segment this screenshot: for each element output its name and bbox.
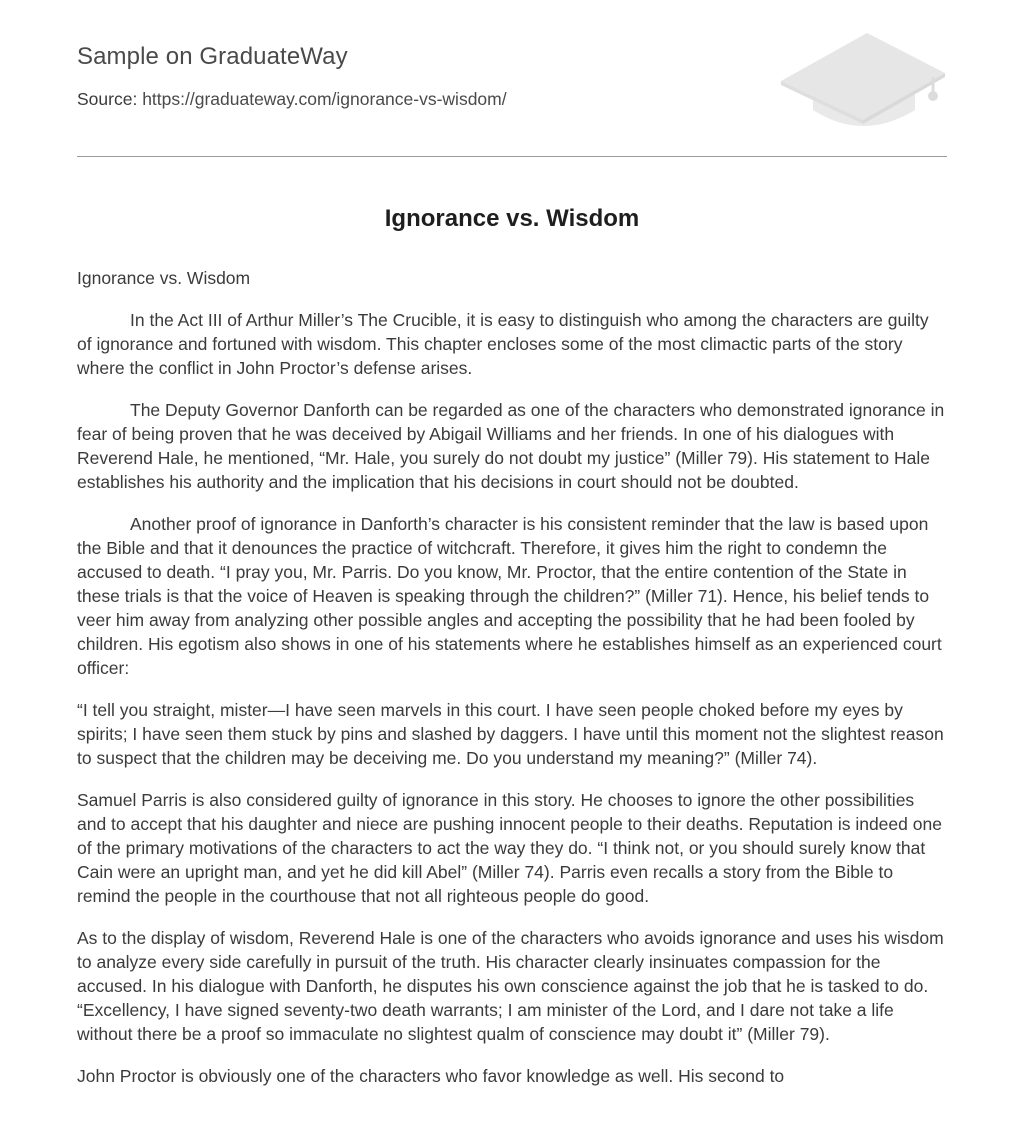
paragraph: John Proctor is obviously one of the characters who favor knowledge as well. His second to — [77, 1066, 785, 1086]
page — [77, 0, 947, 1086]
source-label: Source: — [77, 89, 138, 109]
document-title: Ignorance vs. Wisdom — [384, 205, 640, 232]
article-body — [77, 266, 947, 1106]
paragraph-intro: Ignorance vs. Wisdom — [77, 268, 251, 288]
graduation-cap-icon — [781, 30, 947, 134]
paragraph: The Deputy Governor Danforth can be regarded as one of the characters who demonstrated ignorance in fear of being proven that he was deceived by Abigail Williams and her friends. In one of his dialogues with Reverend Hale, he mentioned, “Mr. Hale, you surely do not doubt my justice” (Miller 79). His statement to Hale establishes his authority and the implication that his decisions in court should not be doubted. — [77, 400, 945, 492]
paragraph: In the Act III of Arthur Miller’s The Crucible, it is easy to distinguish who among the characters are guilty of ignorance and fortuned with wisdom. This chapter encloses some of the most climactic parts of the story where the conflict in John Proctor’s defense arises. — [77, 310, 929, 378]
paragraph: As to the display of wisdom, Reverend Hale is one of the characters who avoids ignorance and uses his wisdom to analyze every side carefully in pursuit of the truth. His character clearly insinuates compassion for the accused. In his dialogue with Danforth, he disputes his own conscience against the job that he is tasked to do. “Excellency, I have signed seventy-two death warrants; I am minister of the Lord, and I dare not take a life without there be a proof so immaculate no slightest qualm of conscience may doubt it” (Miller 79). — [77, 928, 944, 1044]
quote-paragraph: “I tell you straight, mister—I have seen marvels in this court. I have seen people choked before my eyes by spirits; I have seen them stuck by pins and slashed by daggers. I have until this moment not the slightest reason to suspect that the children may be deceiving me. Do you understand my meaning?” (Miller 74). — [77, 700, 944, 768]
paragraph: Another proof of ignorance in Danforth’s character is his consistent reminder that the law is based upon the Bible and that it denounces the practice of witchcraft. Therefore, it gives him the right to condemn the accused to death. “I pray you, Mr. Parris. Do you know, Mr. Proctor, that the entire contention of the State in these trials is that the voice of Heaven is speaking through the children?” (Miller 71). Hence, his belief tends to veer him away from analyzing other possible angles and accepting the possibility that he had been fooled by children. His egotism also shows in one of his statements where he establishes himself as an experienced court officer: — [77, 514, 942, 678]
header — [77, 0, 947, 157]
site-title: Sample on GraduateWay — [77, 43, 348, 70]
paragraph: Samuel Parris is also considered guilty of ignorance in this story. He chooses to ignore the other possibilities and to accept that his daughter and niece are pushing innocent people to their deaths. Reputation is indeed one of the primary motivations of the characters to act the way they do. “I think not, or you should surely know that Cain were an upright man, and yet he did kill Abel” (Miller 74). Parris even recalls a story from the Bible to remind the people in the courthouse that not all righteous people do good. — [77, 790, 942, 906]
source-link[interactable]: https://graduateway.com/ignorance-vs-wisdom/ — [142, 89, 507, 109]
source-line — [77, 89, 507, 110]
